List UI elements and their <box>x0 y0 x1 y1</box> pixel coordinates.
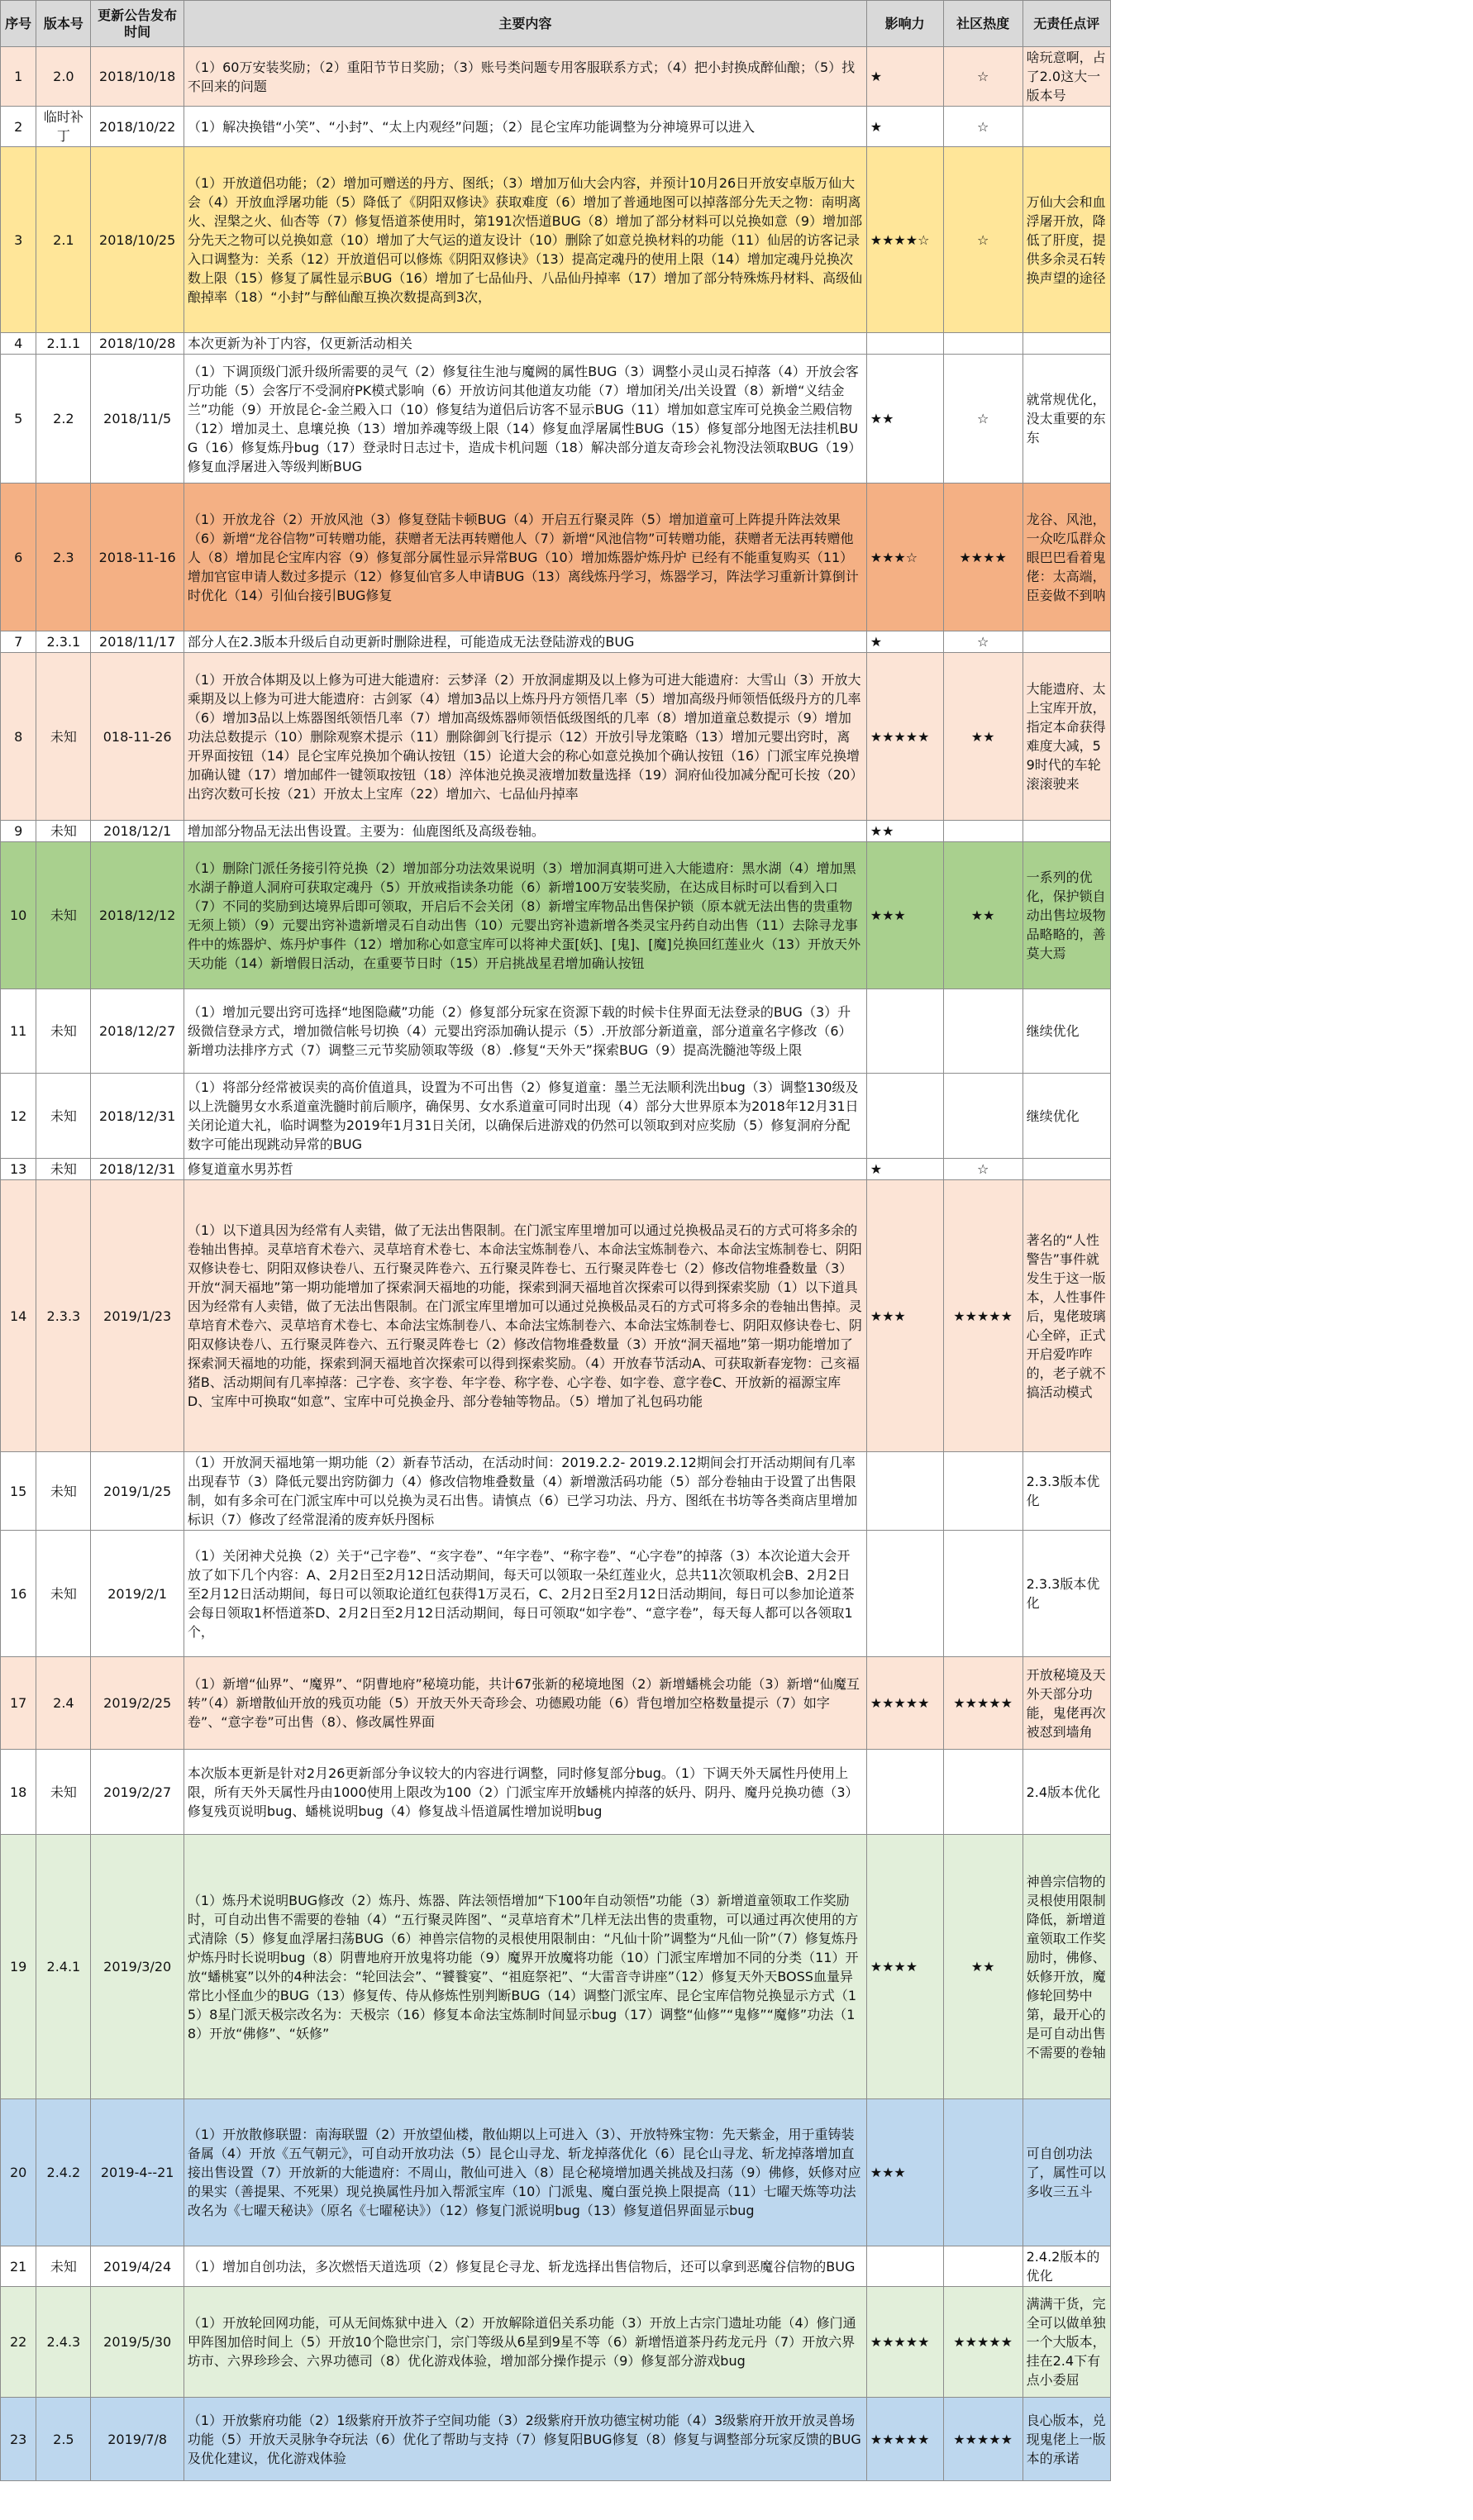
row-impact: ★ <box>866 47 943 107</box>
row-content: （1）炼丹术说明BUG修改（2）炼丹、炼器、阵法领悟增加“下100年自动领悟”功能（3）新增道童领取工作奖励时，可自动出售不需要的卷轴（4）“五行聚灵阵图”、“灵草培育术”几样无法出售的贵重物，可以通过再次使用的方式清除（5）修复血浮屠扫荡BUG（6）神兽宗信物的灵根使用限制由：“凡仙十阶”调整为“凡仙一阶”（7）修复炼丹炉炼丹时长说明bug（8）阴曹地府开放鬼将功能（9）魔界开放魔将功能（10）门派宝库增加不同的分类（11）开放“蟠桃宴”以外的4种法会：“轮回法会”、“饕餮宴”、“祖庭祭祀”、“大雷音寺讲座”（12）修复天外天BOSS血量异常比小怪血少的BUG（13）修复传、侍从修炼性别判断BUG（14）调整门派宝库、昆仑宝库信物兑换显示方式（15）8星门派天极宗改名为：天极宗（16）修复本命法宝炼制时间显示bug（17）调整“仙修”“鬼修”“魔修”功法（18）开放“佛修”、“妖修” <box>184 1835 866 2099</box>
row-index: 17 <box>1 1657 36 1750</box>
row-index: 9 <box>1 821 36 842</box>
row-date: 2019/4/24 <box>91 2246 184 2287</box>
table-row <box>1 147 1111 333</box>
row-impact: ★★★★★ <box>866 1657 943 1750</box>
row-content: （1）以下道具因为经常有人卖错，做了无法出售限制。在门派宝库里增加可以通过兑换极品灵石的方式可将多余的卷轴出售掉。灵草培育术卷六、灵草培育术卷七、本命法宝炼制卷八、本命法宝炼制卷六、本命法宝炼制卷七、阴阳双修诀卷七、阴阳双修诀卷八、五行聚灵阵卷六、五行聚灵阵卷七、五行聚灵阵卷七（2）修改信物堆叠数量（3）开放“洞天福地”第一期功能增加了探索洞天福地的功能，探索到洞天福地首次探索可以得到探索奖励（1）以下道具因为经常有人卖错，做了无法出售限制。在门派宝库里增加可以通过兑换极品灵石的方式可将多余的卷轴出售掉。灵草培育术卷六、灵草培育术卷七、本命法宝炼制卷八、本命法宝炼制卷六、本命法宝炼制卷七、阴阳双修诀卷七、阴阳双修诀卷八、五行聚灵阵卷六、五行聚灵阵卷七（2）修改信物堆叠数量（3）开放“洞天福地”第一期功能增加了探索洞天福地的功能，探索到洞天福地首次探索可以得到探索奖励。（4）开放春节活动A、可获取新春宠物：己亥福猪B、活动期间有几率掉落：己字卷、亥字卷、年字卷、称字卷、心字卷、如字卷、意字卷C、开放新的福源宝库D、宝库中可换取“如意”、宝库中可兑换金丹、部分卷轴等物品。（5）增加了礼包码功能 <box>184 1180 866 1452</box>
row-content: （1）开放合体期及以上修为可进大能遗府：云梦泽（2）开放洞虚期及以上修为可进大能遗府：大雪山（3）开放大乘期及以上修为可进大能遗府：古剑冢（4）增加3品以上炼丹丹方领悟几率（5）增加高级丹师领悟低级丹方的几率（6）增加3品以上炼器图纸领悟几率（7）增加高级炼器师领悟低级图纸的几率（8）增加道童总数提示（9）增加功法总数提示（10）删除观察术提示（11）删除御剑飞行提示（12）开放引导龙策略（13）增加元婴出窍时，离开界面按钮（14）昆仑宝库兑换加个确认按钮（15）论道大会的称心如意兑换加个确认按钮（16）门派宝库兑换增加确认键（17）增加邮件一键领取按钮（18）淬体池兑换灵液增加数量选择（19）洞府仙役加减分配可长按（20）出窍次数可长按（21）开放太上宝库（22）增加六、七品仙丹掉率 <box>184 653 866 821</box>
row-impact: ★★★ <box>866 2099 943 2246</box>
row-version: 2.3.3 <box>36 1180 91 1452</box>
row-heat: ★★★★★ <box>943 1657 1023 1750</box>
row-date: 2019/3/20 <box>91 1835 184 2099</box>
row-version: 2.2 <box>36 355 91 484</box>
header-version: 版本号 <box>36 1 91 47</box>
row-impact <box>866 1531 943 1657</box>
row-version: 2.5 <box>36 2398 91 2481</box>
row-heat: ★★★★★ <box>943 2398 1023 2481</box>
row-version: 未知 <box>36 1452 91 1531</box>
row-comment <box>1023 107 1110 147</box>
row-version: 2.4.2 <box>36 2099 91 2246</box>
row-version: 2.4 <box>36 1657 91 1750</box>
table-row <box>1 107 1111 147</box>
row-date: 2019-4--21 <box>91 2099 184 2246</box>
row-index: 8 <box>1 653 36 821</box>
row-version: 未知 <box>36 821 91 842</box>
row-impact: ★ <box>866 107 943 147</box>
row-impact <box>866 333 943 355</box>
table-row <box>1 355 1111 484</box>
row-impact <box>866 2246 943 2287</box>
row-impact: ★★★★★ <box>866 2398 943 2481</box>
row-version: 2.4.1 <box>36 1835 91 2099</box>
row-index: 14 <box>1 1180 36 1452</box>
row-content: 部分人在2.3版本升级后自动更新时删除进程，可能造成无法登陆游戏的BUG <box>184 631 866 653</box>
row-comment: 龙谷、风池，一众吃瓜群众眼巴巴看着鬼佬：太高端，臣妾做不到呐 <box>1023 484 1110 631</box>
row-heat <box>943 1750 1023 1835</box>
row-comment: 继续优化 <box>1023 1074 1110 1159</box>
row-date: 2018/10/25 <box>91 147 184 333</box>
row-impact: ★ <box>866 631 943 653</box>
row-content: 本次更新为补丁内容，仅更新活动相关 <box>184 333 866 355</box>
row-impact: ★★★★★ <box>866 2287 943 2398</box>
table-row <box>1 1531 1111 1657</box>
table-row <box>1 333 1111 355</box>
row-heat <box>943 1531 1023 1657</box>
row-comment: 就常规优化，没太重要的东东 <box>1023 355 1110 484</box>
row-index: 3 <box>1 147 36 333</box>
row-version: 2.4.3 <box>36 2287 91 2398</box>
table-row <box>1 1657 1111 1750</box>
row-date: 2019/2/25 <box>91 1657 184 1750</box>
table-row <box>1 1159 1111 1180</box>
row-content: 增加部分物品无法出售设置。主要为：仙鹿图纸及高级卷轴。 <box>184 821 866 842</box>
row-index: 21 <box>1 2246 36 2287</box>
row-date: 2019/1/25 <box>91 1452 184 1531</box>
row-comment: 满满干货，完全可以做单独一个大版本，挂在2.4下有点小委屈 <box>1023 2287 1110 2398</box>
row-version: 2.1.1 <box>36 333 91 355</box>
row-date: 2019/2/27 <box>91 1750 184 1835</box>
table-row <box>1 2287 1111 2398</box>
row-comment <box>1023 1159 1110 1180</box>
row-index: 13 <box>1 1159 36 1180</box>
row-date: 2018/12/27 <box>91 989 184 1074</box>
row-version: 未知 <box>36 1074 91 1159</box>
row-content: （1）开放轮回网功能，可从无间炼狱中进入（2）开放解除道侣关系功能（3）开放上古宗门遗址功能（4）修门通甲阵图加倍时间上（5）开放10个隐世宗门，宗门等级从6星到9星不等（6）新增悟道茶丹药龙元丹（7）开放六界坊市、六界珍珍会、六界功德司（8）优化游戏体验，增加部分操作提示（9）修复部分游戏bug <box>184 2287 866 2398</box>
row-impact: ★ <box>866 1159 943 1180</box>
row-comment <box>1023 631 1110 653</box>
row-index: 19 <box>1 1835 36 2099</box>
header-index: 序号 <box>1 1 36 47</box>
row-impact <box>866 989 943 1074</box>
table-row <box>1 989 1111 1074</box>
row-index: 20 <box>1 2099 36 2246</box>
row-impact: ★★★ <box>866 1180 943 1452</box>
table-row <box>1 2246 1111 2287</box>
row-version: 未知 <box>36 989 91 1074</box>
row-comment: 万仙大会和血浮屠开放，降低了肝度，提供多余灵石转换声望的途径 <box>1023 147 1110 333</box>
row-index: 7 <box>1 631 36 653</box>
row-comment <box>1023 821 1110 842</box>
row-date: 2019/5/30 <box>91 2287 184 2398</box>
row-comment: 良心版本，兑现鬼佬上一版本的承诺 <box>1023 2398 1110 2481</box>
row-heat <box>943 2099 1023 2246</box>
row-impact: ★★★★☆ <box>866 147 943 333</box>
row-comment: 2.4.2版本的优化 <box>1023 2246 1110 2287</box>
header-impact: 影响力 <box>866 1 943 47</box>
row-index: 16 <box>1 1531 36 1657</box>
row-date: 2018/12/1 <box>91 821 184 842</box>
row-index: 18 <box>1 1750 36 1835</box>
row-comment: 开放秘境及天外天部分功能，鬼佬再次被怼到墙角 <box>1023 1657 1110 1750</box>
table-row <box>1 47 1111 107</box>
table-row <box>1 1835 1111 2099</box>
row-index: 11 <box>1 989 36 1074</box>
row-version: 未知 <box>36 1159 91 1180</box>
table-row <box>1 1452 1111 1531</box>
row-heat: ☆ <box>943 355 1023 484</box>
row-heat: ★★★★★ <box>943 2287 1023 2398</box>
row-impact: ★★★★★ <box>866 653 943 821</box>
row-version: 2.0 <box>36 47 91 107</box>
row-impact <box>866 1452 943 1531</box>
row-content: （1）将部分经常被误卖的高价值道具，设置为不可出售（2）修复道童：墨兰无法顺利洗出bug（3）调整130级及以上洗髓男女水系道童洗髓时前后顺序，确保男、女水系道童可同时出现（4）部分大世界原本为2018年12月31日关闭论道大礼，临时调整为2019年1月31日关闭，以确保后进游戏的仍然可以领取到对应奖励（5）修复洞府分配数字可能出现跳动异常的BUG <box>184 1074 866 1159</box>
table-row <box>1 1750 1111 1835</box>
row-version: 临时补丁 <box>36 107 91 147</box>
row-date: 2019/1/23 <box>91 1180 184 1452</box>
row-index: 12 <box>1 1074 36 1159</box>
row-version: 未知 <box>36 1531 91 1657</box>
table-row <box>1 1180 1111 1452</box>
row-heat: ★★ <box>943 1835 1023 2099</box>
row-heat: ☆ <box>943 1159 1023 1180</box>
row-index: 1 <box>1 47 36 107</box>
row-comment: 2.3.3版本优化 <box>1023 1452 1110 1531</box>
header-content: 主要内容 <box>184 1 866 47</box>
header-comment: 无责任点评 <box>1023 1 1110 47</box>
row-version: 未知 <box>36 653 91 821</box>
row-content: （1）60万安装奖励；（2）重阳节节日奖励；（3）账号类问题专用客服联系方式；（4）把小封换成醉仙酿；（5）找不回来的问题 <box>184 47 866 107</box>
row-heat: ☆ <box>943 107 1023 147</box>
table-row <box>1 484 1111 631</box>
table-row <box>1 2398 1111 2481</box>
row-content: 修复道童水男苏哲 <box>184 1159 866 1180</box>
row-index: 22 <box>1 2287 36 2398</box>
row-content: （1）解决换错“小笑”、“小封”、“太上内观经”问题；（2）昆仑宝库功能调整为分神境界可以进入 <box>184 107 866 147</box>
row-comment: 可自创功法了，属性可以多收三五斗 <box>1023 2099 1110 2246</box>
row-comment: 一系列的优化，保护锁自动出售垃圾物品略略的，善莫大焉 <box>1023 842 1110 989</box>
table-row <box>1 653 1111 821</box>
row-content: 本次版本更新是针对2月26更新部分争议较大的内容进行调整，同时修复部分bug。（1）下调天外天属性丹使用上限，所有天外天属性丹由1000使用上限改为100（2）门派宝库开放蟠桃内掉落的妖丹、阴丹、魔丹兑换功德（3）修复残页说明bug、蟠桃说明bug（4）修复战斗悟道属性增加说明bug <box>184 1750 866 1835</box>
table-row <box>1 631 1111 653</box>
row-version: 未知 <box>36 2246 91 2287</box>
row-date: 2018/10/18 <box>91 47 184 107</box>
row-content: （1）新增“仙界”、“魔界”、“阴曹地府”秘境功能，共计67张新的秘境地图（2）新增蟠桃会功能（3）新增“仙魔互转”（4）新增散仙开放的残页功能（5）开放天外天奇珍会、功德殿功能（6）背包增加空格数量提示（7）如字卷”、“意字卷”可出售（8）、修改属性界面 <box>184 1657 866 1750</box>
row-comment: 著名的“人性警告”事件就发生于这一版本，人性事件后，鬼佬玻璃心全碎，正式开启爱咋咋的，老子就不搞活动模式 <box>1023 1180 1110 1452</box>
row-heat <box>943 989 1023 1074</box>
row-heat: ★★★★★ <box>943 1180 1023 1452</box>
row-date: 2018/11/17 <box>91 631 184 653</box>
row-impact: ★★★★ <box>866 1835 943 2099</box>
row-index: 2 <box>1 107 36 147</box>
row-heat <box>943 2246 1023 2287</box>
row-version: 未知 <box>36 1750 91 1835</box>
row-impact: ★★ <box>866 821 943 842</box>
row-date: 2018-11-16 <box>91 484 184 631</box>
row-date: 2018/10/22 <box>91 107 184 147</box>
row-heat: ☆ <box>943 47 1023 107</box>
table-row <box>1 2099 1111 2246</box>
row-date: 018-11-26 <box>91 653 184 821</box>
row-index: 15 <box>1 1452 36 1531</box>
row-content: （1）增加自创功法，多次燃悟天道选项（2）修复昆仑寻龙、斩龙选择出售信物后，还可以拿到恶魔谷信物的BUG <box>184 2246 866 2287</box>
header-date: 更新公告发布时间 <box>91 1 184 47</box>
row-impact: ★★★☆ <box>866 484 943 631</box>
row-heat <box>943 1074 1023 1159</box>
row-version: 2.1 <box>36 147 91 333</box>
row-content: （1）开放散修联盟：南海联盟（2）开放望仙楼，散仙期以上可进入（3）、开放特殊宝物：先天紫金，用于重铸装备属（4）开放《五气朝元》，可自动开放功法（5）昆仑山寻龙、斩龙掉落优化（6）昆仑山寻龙、斩龙掉落增加直接出售设置（7）开放新的大能遗府：不周山，散仙可进入（8）昆仑秘境增加遇关挑战及扫荡（9）佛修，妖修对应的果实（善提果、不死果）现兑换属性丹加入帮派宝库（10）门派鬼、魔白蛋兑换上限提高（11）七曜天炼等功法改名为《七曜天秘诀》（原名《七曜秘诀》）（12）修复门派说明bug（13）修复道侣界面显示bug <box>184 2099 866 2246</box>
row-heat: ☆ <box>943 631 1023 653</box>
table-row <box>1 842 1111 989</box>
row-content: （1）开放洞天福地第一期功能（2）新春节活动，在活动时间：2019.2.2- 2019.2.12期间会打开活动期间有几率出现春节（3）降低元婴出窍防御力（4）修改信物堆叠数量（4）新增激活码功能（5）部分卷轴由于设置了出售限制，如有多余可在门派宝库中可以兑换为灵石出售。请慎点（6）已学习功法、丹方、图纸在书坊等各类商店里增加标识（7）修改了经常混淆的废弃妖丹图标 <box>184 1452 866 1531</box>
row-index: 6 <box>1 484 36 631</box>
row-heat: ★★ <box>943 842 1023 989</box>
row-version: 2.3.1 <box>36 631 91 653</box>
row-index: 23 <box>1 2398 36 2481</box>
row-heat: ☆ <box>943 147 1023 333</box>
row-impact: ★★★ <box>866 842 943 989</box>
row-comment <box>1023 333 1110 355</box>
row-content: （1）下调顶级门派升级所需要的灵气（2）修复往生池与魔阙的属性BUG（3）调整小灵山灵石掉落（4）开放会客厅功能（5）会客厅不受洞府PK模式影响（6）开放访问其他道友功能（7）增加闭关/出关设置（8）新增“义结金兰”功能（9）开放昆仑-金兰殿入口（10）修复结为道侣后访客不显示BUG（11）增加如意宝库可兑换金兰殿信物（12）增加灵土、息壤兑换（13）增加养魂等级上限（14）修复血浮屠属性BUG（15）修复部分地图无法挂机BUG（16）修复炼丹bug（17）登录时日志过卡，造成卡机问题（18）解决部分道友奇珍会礼物没法领取BUG（19）修复血浮屠进入等级判断BUG <box>184 355 866 484</box>
row-date: 2018/12/31 <box>91 1159 184 1180</box>
table-row <box>1 821 1111 842</box>
row-index: 5 <box>1 355 36 484</box>
row-date: 2019/2/1 <box>91 1531 184 1657</box>
row-content: （1）删除门派任务接引符兑换（2）增加部分功法效果说明（3）增加洞真期可进入大能遗府：黑水湖（4）增加黑水湖子静道人洞府可获取定魂丹（5）开放戒指读条功能（6）新增100万安装奖励，在达成目标时可以看到入口（7）不同的奖励到达境界后即可领取，开启后不会关闭（8）新增宝库物品出售保护锁（原本就无法出售的贵重物无须上锁）（9）元婴出窍补遗新增灵石自动出售（10）元婴出窍补遗新增各类灵宝丹药自动出售（11）去除寻龙事件中的炼器炉、炼丹炉事件（12）增加称心如意宝库可以将神犬蛋[妖]、[鬼]、[魔]兑换回红莲业火（13）开放天外天功能（14）新增假日活动，在重要节日时（15）开启挑战星君增加确认按钮 <box>184 842 866 989</box>
row-comment: 啥玩意啊，占了2.0这大一版本号 <box>1023 47 1110 107</box>
row-heat <box>943 1452 1023 1531</box>
row-comment: 神兽宗信物的灵根使用限制降低，新增道童领取工作奖励时，佛修、妖修开放，魔修轮回势中第，最开心的是可自动出售不需要的卷轴 <box>1023 1835 1110 2099</box>
row-version: 2.3 <box>36 484 91 631</box>
row-impact: ★★ <box>866 355 943 484</box>
row-date: 2018/12/31 <box>91 1074 184 1159</box>
row-heat <box>943 821 1023 842</box>
row-index: 10 <box>1 842 36 989</box>
row-date: 2018/11/5 <box>91 355 184 484</box>
row-content: （1）开放紫府功能（2）1级紫府开放芥子空间功能（3）2级紫府开放功德宝树功能（4）3级紫府开放开放灵兽场功能（5）开放天灵脉争夺玩法（6）优化了帮助与支持（7）修复阳BUG修复（8）修复与调整部分玩家反馈的BUG及优化建议，优化游戏体验 <box>184 2398 866 2481</box>
row-comment: 2.3.3版本优化 <box>1023 1531 1110 1657</box>
row-comment: 大能遗府、太上宝库开放，指定本命获得难度大减，59时代的车轮滚滚驶来 <box>1023 653 1110 821</box>
row-impact <box>866 1074 943 1159</box>
row-content: （1）开放龙谷（2）开放风池（3）修复登陆卡顿BUG（4）开启五行聚灵阵（5）增加道童可上阵提升阵法效果（6）新增“龙谷信物”可转赠功能，获赠者无法再转赠他人（7）新增“风池信物”可转赠功能，获赠者无法再转赠他人（8）增加昆仑宝库内容（9）修复部分属性显示异常BUG（10）增加炼器炉炼丹炉 已经有不能重复购买（11）增加官宦申请人数过多提示（12）修复仙官多人申请BUG（13）离线炼丹学习，炼器学习，阵法学习重新计算倒计时优化（14）引仙台接引BUG修复 <box>184 484 866 631</box>
row-date: 2019/7/8 <box>91 2398 184 2481</box>
row-date: 2018/10/28 <box>91 333 184 355</box>
row-impact <box>866 1750 943 1835</box>
row-heat <box>943 333 1023 355</box>
header-row <box>1 1 1111 47</box>
row-version: 未知 <box>36 842 91 989</box>
header-heat: 社区热度 <box>943 1 1023 47</box>
row-date: 2018/12/12 <box>91 842 184 989</box>
row-index: 4 <box>1 333 36 355</box>
row-comment: 继续优化 <box>1023 989 1110 1074</box>
row-heat: ★★ <box>943 653 1023 821</box>
row-heat: ★★★★ <box>943 484 1023 631</box>
row-content: （1）关闭神犬兑换（2）关于“己字卷”、“亥字卷”、“年字卷”、“称字卷”、“心字卷”的掉落（3）本次论道大会开放了如下几个内容：A、2月2日至2月12日活动期间，每天可以领取一朵红莲业火，总共11次领取机会B、2月2日至2月12日活动期间，每日可以领取论道红包获得1万灵石，C、2月2日至2月12日活动期间，每日可以参加论道茶会每日领取1杯悟道茶D、2月2日至2月12日活动期间，每日可领取“如字卷”、“意字卷”，每天每人都可以各领取1个， <box>184 1531 866 1657</box>
row-content: （1）增加元婴出窍可选择“地图隐藏”功能（2）修复部分玩家在资源下载的时候卡住界面无法登录的BUG（3）升级微信登录方式，增加微信帐号切换（4）元婴出窍添加确认提示（5）.开放部分新道童，部分道童名字修改（6）新增功法排序方式（7）调整三元节奖励领取等级（8）.修复“天外天”探索BUG（9）提高洗髓池等级上限 <box>184 989 866 1074</box>
table-row <box>1 1074 1111 1159</box>
row-content: （1）开放道侣功能；（2）增加可赠送的丹方、图纸；（3）增加万仙大会内容，并预计10月26日开放安卓版万仙大会（4）开放血浮屠功能（5）降低了《阴阳双修诀》获取难度（6）增加了普通地图可以掉落部分先天之物：南明离火、涅槃之火、仙杏等（7）修复悟道茶使用时，第191次悟道BUG（8）增加了部分材料可以兑换如意（9）增加部分先天之物可以兑换如意（10）增加了大气运的道友设计（10）删除了如意兑换材料的功能（11）仙居的访客记录入口调整为：关系（12）开放道侣可以修炼《阴阳双修诀》（13）提高定魂丹的使用上限（14）增加定魂丹兑换次数上限（15）修复了属性显示BUG（16）增加了七品仙丹、八品仙丹掉率（17）增加了部分特殊炼丹材料、高级仙酿掉率（18）“小封”与醉仙酿互换次数提高到3次， <box>184 147 866 333</box>
row-comment: 2.4版本优化 <box>1023 1750 1110 1835</box>
